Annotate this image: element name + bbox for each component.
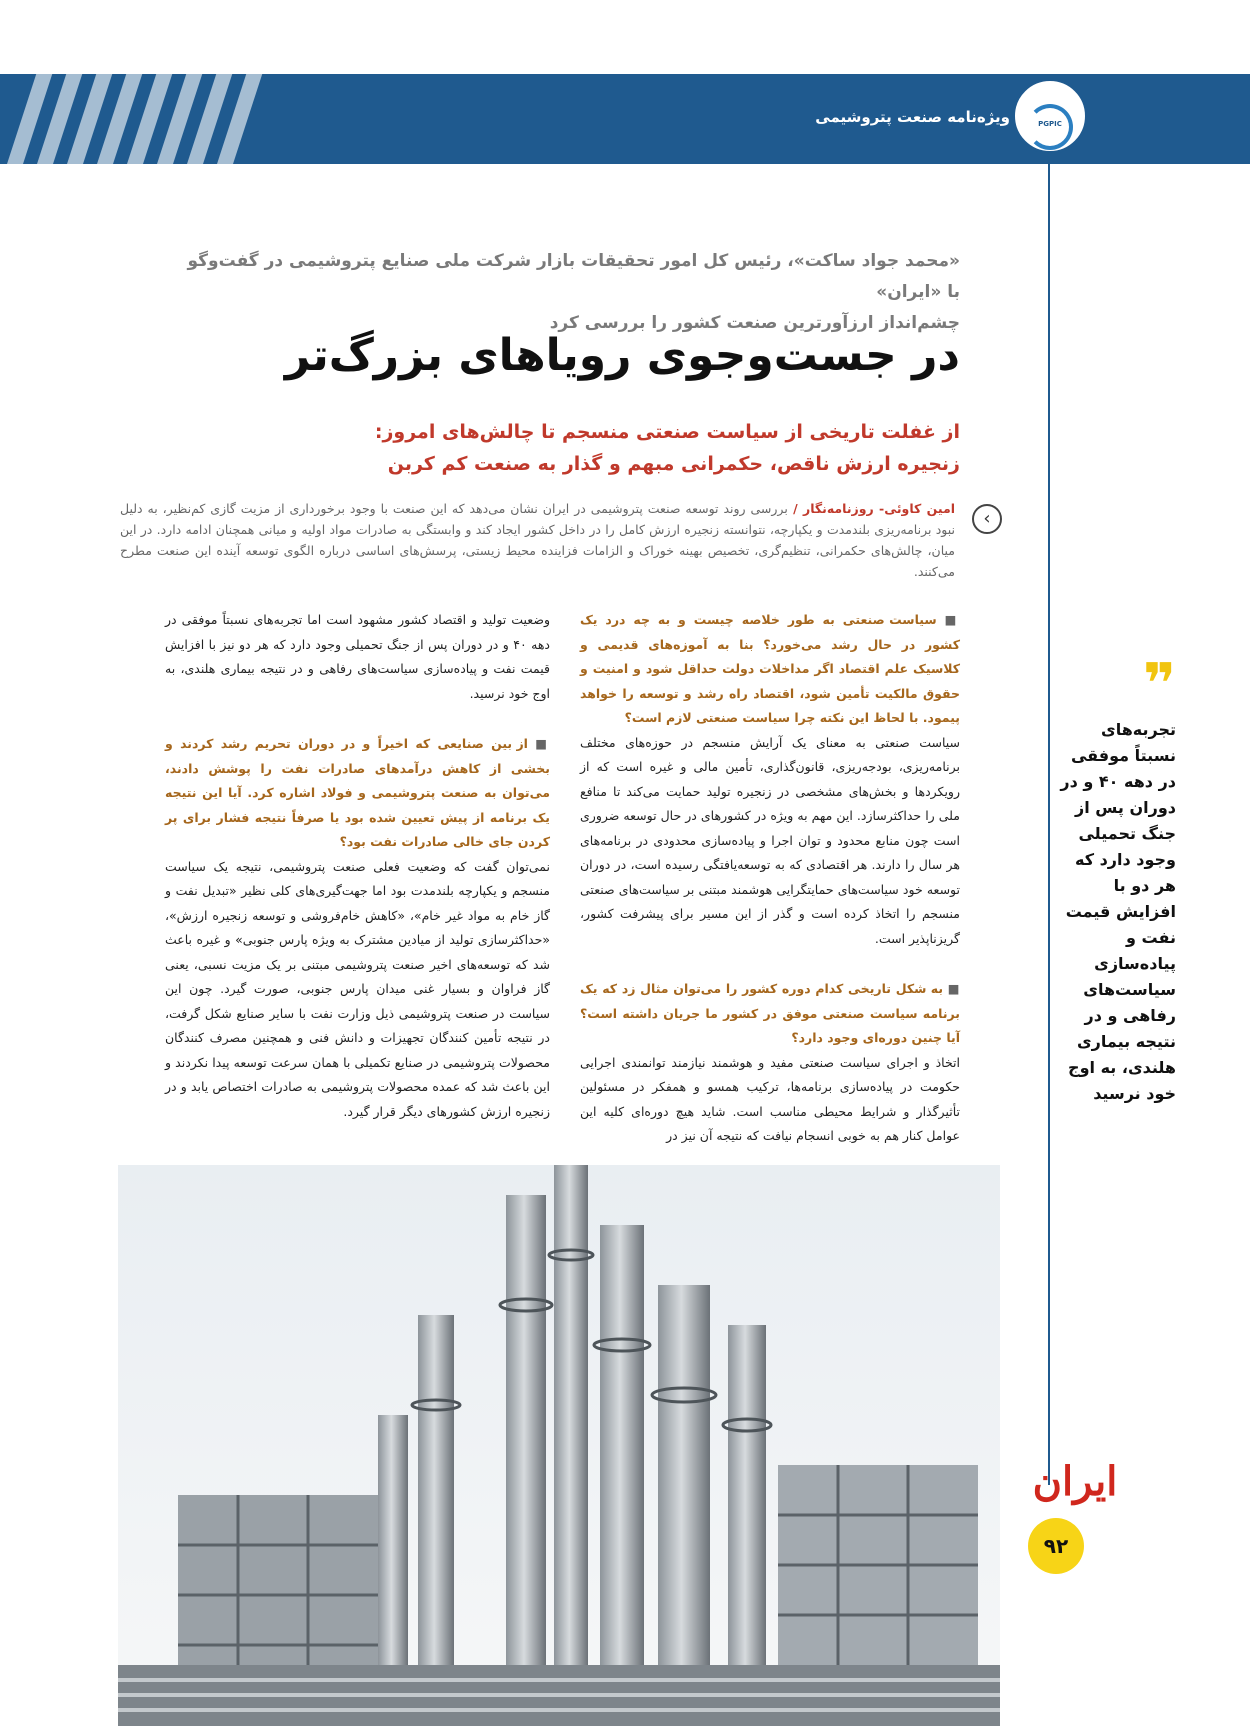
intro-line-2: چشم‌انداز ارزآورترین صنعت کشور را بررسی کرد [549,313,960,333]
answer-3: نمی‌توان گفت که وضعیت فعلی صنعت پتروشیمی، نتیجه یک سیاست منسجم و یکپارچه بلندمدت بود اما جهت‌گیری‌های کلی نظیر «تبدیل نفت و گاز خام به مواد غیر خام»، «کاهش خام‌فروشی و توسعه زنجیره ارزش»، «حداکثرسازی تولید از میادین مشترک به ویژه پارس جنوبی» و غیره باعث شد که توسعه‌های اخیر صنعت پتروشیمی مبتنی بر یک مزیت نسبی، یعنی گاز فراوان و بسیار غنی میدان پارس جنوبی، صورت گیرد. چون این سیاست در صنعت پتروشیمی ذیل وزارت نفت با سایر صنایع شکل گرفت، در نتیجه تأمین کنندگان تجهیزات و دانش فنی و همچنین مصرف کنندگان محصولات پتروشیمی در صنایع تکمیلی با همان سرعت توسعه پیدا نکردند و این باعث شد که عمده محصولات پتروشیمی به صادرات اختصاص یابد و در زنجیره ارزش کشورهای دیگر قرار گیرد. [165,858,550,1119]
subtitle-line-2: زنجیره ارزش ناقص، حکمرانی مبهم و گذار به صنعت کم کربن [387,453,960,475]
intro-line-1: «محمد جواد ساکت»، رئیس کل امور تحقیقات بازار شرکت ملی صنایع پتروشیمی در گفت‌وگو با «ایران» [187,251,960,302]
page-number: ۹۲ [1028,1518,1084,1574]
author-byline: امین کاوئی- روزنامه‌نگار / [787,501,955,516]
chevron-left-icon[interactable]: ‹ [972,504,1002,534]
pull-quote-text: تجربه‌های نسبتاً موفقی در دهه ۴۰ و در دوران پس از جنگ تحمیلی وجود دارد که هر دو با افزایش قیمت نفت و پیاده‌سازی سیاست‌های رفاهی و در نتیجه بیماری هلندی، به اوج خود نرسید [1060,720,1176,1103]
lede-text: بررسی روند توسعه صنعت پتروشیمی در ایران نشان می‌دهد که این صنعت با وجود برخورداری از مزیت گازی کم‌نظیر، به دلیل نبود برنامه‌ریزی بلندمدت و یکپارچه، نتوانسته زنجیره ارزش کامل را در داخل کشور ایجاد کند و وابستگی به صادرات مواد اولیه و میانی همچنان ادامه دارد. در این میان، چالش‌های حکمرانی، تنظیم‌گری، تخصیص بهینه خوراک و الزامات فزاینده محیط زیستی، پرسش‌های اساسی درباره الگوی توسعه آینده این صنعت مطرح می‌کنند. [120,501,955,579]
lede [120,498,955,582]
answer-2: اتخاذ و اجرای سیاست صنعتی مفید و هوشمند نیازمند توانمندی اجرایی حکومت در پیاده‌سازی برنامه‌ها، ترکیب همسو و همفکر در مسئولین تأثیرگذار و شرایط محیطی مناسب است. شاید هیچ دوره‌ای کلیه این عوامل کنار هم به خوبی انسجام نیافت که نتیجه آن نیز در [580,1054,960,1143]
question-2: ■ به شکل تاریخی کدام دوره کشور را می‌توان مثال زد که یک برنامه سیاست صنعتی موفق در کشور ما جریان داشته است؟ آیا چنین دوره‌ای وجود دارد؟ [580,977,960,1051]
quote-mark-icon: ❞ [1143,652,1176,717]
header-stripes [0,74,270,164]
petrochemical-plant-photo [118,1165,1000,1726]
page-title: در جست‌وجوی رویاهای بزرگ‌تر [284,330,960,381]
logo-text: PGPIC [1038,120,1062,128]
margin-divider [1048,160,1050,1485]
question-1: ■ سیاست صنعتی به طور خلاصه چیست و به چه درد یک کشور در حال رشد می‌خورد؟ بنا به آموزه‌های قدیمی و کلاسیک علم اقتصاد اگر مداخلات دولت حداقل شود و امنیت و حقوق مالکیت تأمین شود، اقتصاد راه رشد و توسعه را خواهد پیمود. با لحاظ این نکته چرا سیاست صنعتی لازم است؟ [580,608,960,731]
brand-logo: ایران [1032,1458,1118,1505]
subtitle [260,416,960,480]
pull-quote [1058,652,1176,1107]
article-column-right [580,608,960,1175]
subtitle-line-1: از غفلت تاریخی از سیاست صنعتی منسجم تا چالش‌های امروز: [374,421,960,443]
section-label: ویژه‌نامه صنعت پتروشیمی [815,108,1010,126]
answer-1: سیاست صنعتی به معنای یک آرایش منسجم در حوزه‌های مختلف برنامه‌ریزی، بودجه‌ریزی، قانون‌گذاری، تأمین مالی و غیره است که از رویکردها و بخش‌های مشخصی در زنجیره تولید حمایت می‌کند تا منافع ملی را حداکثرسازد. این مهم به ویژه در کشورهای در حال توسعه ضروری است چون منابع محدود و توان اجرا و پیاده‌سازی محدودی در برنامه‌های هر سال را دارند. هر اقتصادی که به توسعه‌یافتگی رسیده است، در دوران توسعه خود سیاست‌های حمایتگرایی هوشمند مبتنی بر سیاست‌های صنعتی منسجم را اتخاذ کرده است و گذر از این مسیر برای پیشرفت کشور، گریزناپذیر است. [580,734,960,946]
article-column-left [165,608,550,1150]
answer-0: وضعیت تولید و اقتصاد کشور مشهود است اما تجربه‌های نسبتاً موفقی در دهه ۴۰ و در دوران پس از جنگ تحمیلی وجود دارد که هر دو نیز با افزایش قیمت نفت و پیاده‌سازی سیاست‌های رفاهی و در نتیجه بیماری هلندی، به اوج خود نرسید. [165,612,550,701]
question-3: ■ از بین صنایعی که اخیراً و در دوران تحریم رشد کردند و بخشی از کاهش درآمدهای صادرات نفت را پوشش دادند، می‌توان به صنعت پتروشیمی و فولاد اشاره کرد. آیا این نتیجه یک برنامه از پیش تعیین شده بود یا صرفاً نتیجه فشار برای پر کردن جای خالی صادرات نفت بود؟ [165,732,550,855]
intro [170,246,960,339]
company-logo [1012,78,1088,154]
